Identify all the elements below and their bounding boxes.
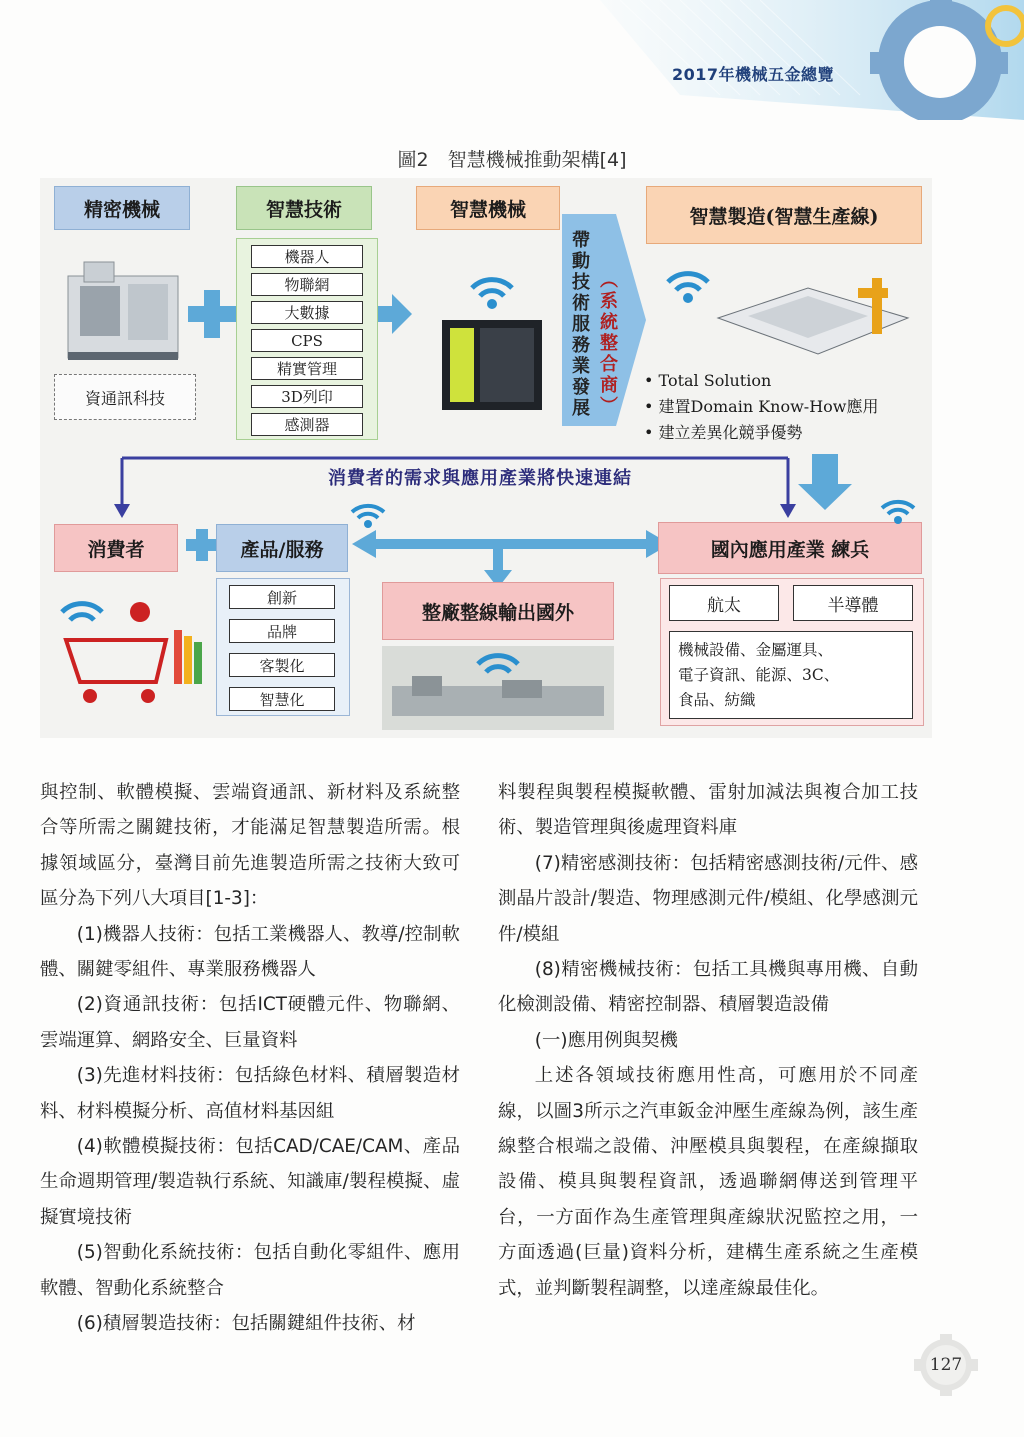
architecture-figure [40, 178, 932, 738]
machine-tool-image [60, 256, 190, 366]
product-item: 智慧化 [229, 687, 335, 711]
arrow-down-icon [798, 454, 852, 510]
industry-tag: 半導體 [793, 585, 913, 621]
driver-text: 帶動技術服務業發展 [569, 230, 590, 419]
industry-tag: 航太 [669, 585, 779, 621]
product-item: 創新 [229, 585, 335, 609]
wifi-icon [878, 494, 918, 524]
paragraph: (6)積層製造技術：包括關鍵組件技術、材 [76, 1313, 416, 1335]
shopping-cart-image [56, 590, 206, 710]
product-service-list [216, 578, 350, 716]
smart-tech-list [236, 238, 378, 440]
consumer-box: 消費者 [54, 524, 178, 572]
smart-machine-image [432, 264, 552, 414]
bullet-item: • 建置Domain Know-How應用 [644, 397, 879, 416]
arrow-right-icon [372, 294, 412, 334]
tech-item: 大數據 [251, 301, 363, 324]
product-item: 客製化 [229, 653, 335, 677]
shopping-cart-icon [66, 640, 166, 703]
paragraph: (3)先進材料技術：包括綠色材料、積層製造材料、材料模擬分析、高值材料基因組 [40, 1065, 460, 1122]
paragraph: (4)軟體模擬技術：包括CAD/CAE/CAM、產品生命週期管理/製造執行系統、知識庫/製程模擬、虛擬實境技術 [40, 1136, 460, 1228]
tech-item: 精實管理 [251, 357, 363, 380]
smart-manufacturing-box: 智慧製造(智慧生產線) [646, 186, 922, 244]
paragraph: (8)精密機械技術：包括工具機與專用機、自動化檢測設備、精密控制器、積層製造設備 [498, 959, 918, 1016]
smart-manufacturing-bullets [644, 368, 934, 446]
smart-tech-box: 智慧技術 [236, 186, 372, 230]
smart-machinery-box: 智慧機械 [416, 186, 560, 230]
plus-icon [188, 290, 236, 338]
paragraph: 上述各領域技術應用性高，可應用於不同產線，以圖3所示之汽車鈑金沖壓生產線為例，該生產線整合根端之設備、沖壓模具與製程，在產線擷取設備、模具與製程資訊，透過聯網傳送到管理平台，一方面作為生產管理與產線狀況監控之用，一方面透過(巨量)資料分析，建構生產系統之生產模式，並判斷製程調整，以達產線最佳化。 [498, 1065, 918, 1299]
tech-item: 物聯網 [251, 273, 363, 296]
domestic-industry-panel [660, 578, 924, 726]
tech-item: 3D列印 [251, 385, 363, 408]
domestic-industry-box: 國內應用產業 練兵 [658, 522, 922, 574]
header-title: 2017年機械五金總覽 [672, 65, 835, 84]
body-left-column [40, 775, 460, 1342]
ict-tech-box: 資通訊科技 [54, 374, 196, 420]
plus-icon [186, 529, 218, 561]
bullet-item: • Total Solution [644, 371, 772, 390]
bullet-item: • 建立差異化競爭優勢 [644, 423, 803, 442]
paragraph: 與控制、軟體模擬、雲端資通訊、新材料及系統整合等所需之關鍵技術，才能滿足智慧製造所需。根據領域區分，臺灣目前先進製造所需之技術大致可區分為下列八大項目[1-3]： [40, 782, 460, 910]
wifi-icon [668, 274, 708, 290]
precision-machinery-box: 精密機械 [54, 186, 190, 230]
wifi-icon [62, 604, 102, 620]
other-industries-line: 食品、紡織 [678, 691, 756, 709]
paragraph: (一)應用例與契機 [534, 1029, 678, 1051]
system-integrator-text: （系統整合商） [597, 270, 618, 417]
wifi-icon [348, 498, 388, 528]
product-item: 品牌 [229, 619, 335, 643]
paragraph: (5)智動化系統技術：包括自動化零組件、應用軟體、智動化系統整合 [40, 1242, 460, 1299]
header-gear-decoration [560, 0, 1024, 120]
production-line-image [658, 258, 918, 362]
wifi-icon [472, 280, 512, 296]
other-industries-line: 機械設備、金屬運具、 [678, 641, 834, 659]
other-industries-line: 電子資訊、能源、3C、 [678, 666, 840, 684]
plant-image [382, 646, 614, 730]
other-industries [669, 631, 913, 719]
link-text: 消費者的需求與應用產業將快速連結 [328, 468, 632, 489]
tech-item: 感測器 [251, 413, 363, 436]
product-service-box: 產品/服務 [216, 524, 348, 572]
paragraph: (7)精密感測技術：包括精密感測技術/元件、感測晶片設計/製造、物理感測元件/模組、化學感測元件/模組 [498, 852, 918, 945]
tech-item: 機器人 [251, 245, 363, 268]
figure-caption: 圖2 智慧機械推動架構[4] [397, 149, 627, 171]
paragraph: 料製程與製程模擬軟體、雷射加減法與複合加工技術、製造管理與後處理資料庫 [498, 782, 918, 839]
tech-item: CPS [251, 329, 363, 352]
body-right-column [498, 775, 918, 1306]
plant-export-box: 整廠整線輸出國外 [382, 582, 614, 640]
paragraph: (1)機器人技術：包括工業機器人、教導/控制軟體、關鍵零組件、專業服務機器人 [40, 923, 460, 981]
paragraph: (2)資通訊技術：包括ICT硬體元件、物聯網、雲端運算、網路安全、巨量資料 [40, 994, 460, 1051]
page-number: 127 [929, 1355, 963, 1375]
